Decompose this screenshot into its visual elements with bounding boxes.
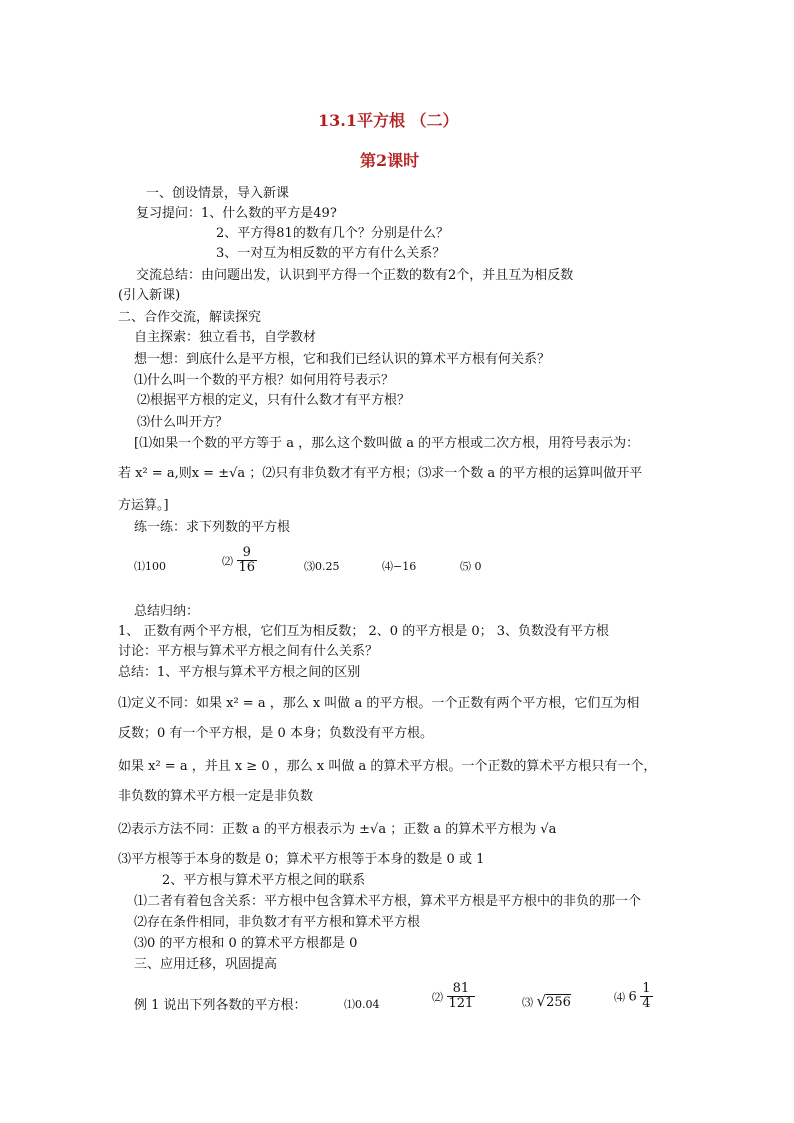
denominator: 16 [238, 560, 256, 576]
radicand: 256 [546, 995, 571, 1010]
denominator: 121 [448, 996, 474, 1012]
body-text: ⑶什么叫开方？ [137, 415, 229, 430]
practice-item [222, 546, 257, 576]
practice-item: ⑷−16 [382, 560, 417, 573]
body-text: 非负数的算术平方根一定是非负数 [118, 789, 314, 804]
question: 2、平方得81的数有几个？分别是什么？ [216, 226, 449, 241]
body-text: ⑴二者有着包含关系：平方根中包含算术平方根，算术平方根是平方根中的非负的那一个 [134, 894, 642, 909]
question: 1、什么数的平方是49? [201, 206, 337, 221]
example-item: ⑴0.04 [344, 998, 380, 1011]
body-text: 自主探索：独立看书，自学教材 [134, 330, 317, 345]
example-item [432, 982, 475, 1012]
answer-text: ⑵只有非负数才有平方根；⑶求一个数 a 的平方根的运算叫做开平 [262, 466, 643, 481]
item-label: ⑵ [432, 990, 443, 1004]
answer-text [118, 462, 642, 481]
conclusion-heading: 总结归纳： [134, 604, 200, 619]
fraction [640, 982, 652, 1012]
section-heading: 一、创设情景，导入新课 [146, 186, 290, 201]
practice-item: ⑸ 0 [460, 560, 482, 573]
body-text: ⑴什么叫一个数的平方根？如何用符号表示？ [134, 373, 395, 388]
body-text: 反数；0 有一个平方根，是 0 本身；负数没有平方根。 [118, 726, 433, 741]
radical-sign: √ [536, 992, 547, 1010]
conclusion-text: 1、 正数有两个平方根，它们互为相反数； 2、0 的平方根是 0； 3、负数没有平方根 [118, 624, 610, 639]
numerator: 9 [237, 546, 258, 561]
denominator: 4 [642, 996, 651, 1012]
answer-text: [⑴如果一个数的平方等于 a ，那么这个数叫做 a 的平方根或二次方根，用符号表示为： [134, 436, 640, 451]
item-label: ⑵ [222, 554, 233, 568]
answer-text: 方运算。] [118, 498, 169, 513]
summary-text: 交流总结：由问题出发，认识到平方得一个正数的数有2个，并且互为相反数 [136, 268, 574, 283]
body-text: ⑵根据平方根的定义，只有什么数才有平方根？ [137, 393, 411, 408]
item-label: ⑷ [614, 990, 625, 1004]
summary-text: (引入新课) [118, 288, 181, 303]
body-text: 想一想：到底什么是平方根，它和我们已经认识的算术平方根有何关系？ [134, 352, 551, 367]
numerator: 1 [642, 981, 651, 996]
practice-item: ⑶0.25 [304, 560, 340, 573]
question: 3、一对互为相反数的平方有什么关系？ [216, 246, 446, 261]
page-subtitle: 第2课时 [360, 151, 420, 170]
body-text: ⑵存在条件相同，非负数才有平方根和算术平方根 [134, 915, 421, 930]
whole-part: 6 [628, 989, 637, 1005]
summary-heading: 2、平方根与算术平方根之间的联系 [162, 873, 366, 888]
practice-item: ⑴100 [134, 560, 166, 573]
review-line [136, 202, 337, 221]
item-label: ⑶ [522, 996, 533, 1009]
section-heading: 二、合作交流，解读探究 [118, 310, 262, 325]
example-item [614, 982, 653, 1012]
body-text: 如果 x² = a ，并且 x ≥ 0 ，那么 x 叫做 a 的算术平方根。一个正数的算术平方根只有一个， [118, 759, 657, 774]
fraction [237, 546, 258, 576]
fraction [447, 982, 476, 1012]
section-heading: 三、应用迁移，巩固提高 [134, 957, 278, 972]
body-text: ⑵表示方法不同：正数 a 的平方根表示为 ±√a ；正数 a 的算术平方根为 √a [118, 822, 557, 837]
page-title: 13.1平方根 （二） [318, 111, 459, 130]
body-text: ⑶0 的平方根和 0 的算术平方根都是 0 [134, 936, 358, 951]
body-text: ⑶平方根等于本身的数是 0；算术平方根等于本身的数是 0 或 1 [118, 852, 485, 867]
discussion-text: 讨论：平方根与算术平方根之间有什么关系？ [118, 644, 379, 659]
body-text: ⑴定义不同：如果 x² = a ，那么 x 叫做 a 的平方根。一个正数有两个平方根，它们互为相 [118, 696, 640, 711]
example-item [522, 992, 571, 1010]
review-prefix: 复习提问： [136, 206, 202, 221]
numerator: 81 [447, 982, 476, 997]
summary-heading: 总结：1、平方根与算术平方根之间的区别 [118, 665, 361, 680]
practice-heading: 练一练：求下列数的平方根 [134, 520, 291, 535]
example-label: 例 1 说出下列各数的平方根： [134, 998, 307, 1013]
formula: 若 x² = a,则x = ±√a ； [118, 466, 263, 481]
